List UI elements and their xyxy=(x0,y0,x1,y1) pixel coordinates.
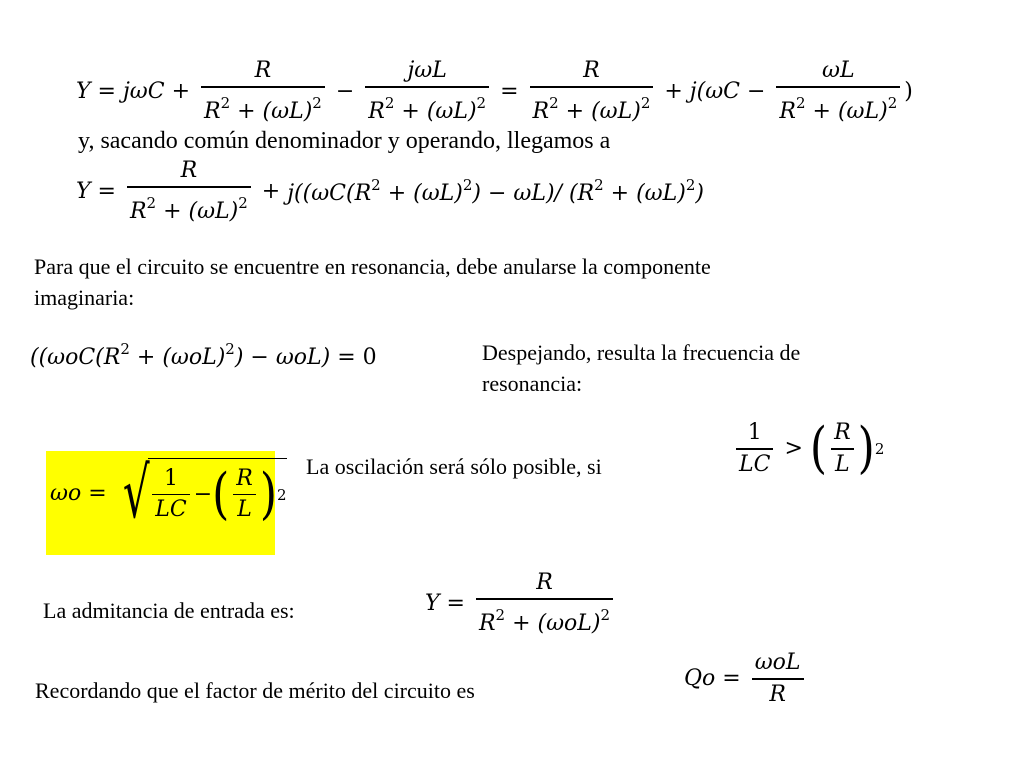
resonance-text-line2: imaginaria: xyxy=(34,285,135,310)
merit-factor-text: Recordando que el factor de mérito del circuito es xyxy=(35,678,475,703)
common-denominator-text: y, sacando común denominador y operando, llegamos a xyxy=(78,128,611,154)
equation-admittance-combined: Y = $\frac{R}{R^2 + (\omega L)^2}$ + $j((\omega C(R^2 + (\omega L)^2) - \omega L)/$ $(R^2 + (\omega L)^2)$ xyxy=(76,158,704,224)
equation-resonance-condition: ($(\omega oC(R^2 + (\omega oL)^2) - \omega oL) = 0$ xyxy=(30,340,377,370)
admittance-text: La admitancia de entrada es: xyxy=(43,598,295,623)
equation-oscillation-condition: $\frac{1}{LC}$ > ( $\frac{R}{L}$ ) 2 xyxy=(728,414,898,496)
resonance-text-line1: Para que el circuito se encuentre en resonancia, debe anularse la componente xyxy=(34,254,711,279)
equation-quality-factor: Qo = $\frac{\text{ωoL}}{R}$ xyxy=(680,646,830,720)
equation-input-admittance: Y = $\frac{R}{R^2 + (\omega oL)^2}$ xyxy=(425,568,617,639)
oscillation-text: La oscilación será sólo posible, si xyxy=(306,454,602,479)
solving-text-line1: Despejando, resulta la frecuencia de xyxy=(482,340,801,365)
solving-text-line2: resonancia: xyxy=(482,371,583,396)
equation-resonance-frequency: ωo = √ $\frac{1}{LC}$ − ( $\frac{R}{L}$ ) 2 xyxy=(50,452,287,534)
equation-admittance-expanded: Y = jωC + $\frac{R}{R^2 + (\omega L)^2}$ − $\frac{\text{jωL}}{R^2 + (\omega L)^2}$ = $\frac{R}{R^2 + (\omega L)^2}$ + j(ωC − $\frac{\omega L}{R^2 + (\omega L)^2}$ ) xyxy=(76,58,913,124)
